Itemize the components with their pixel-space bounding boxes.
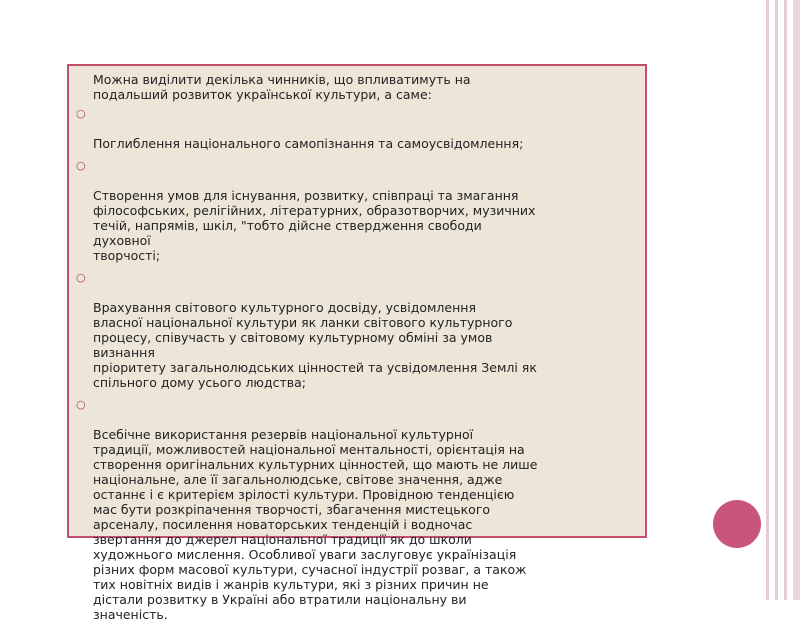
decorative-stripe [784,0,787,600]
list-item [76,270,643,390]
factor-list [76,106,643,629]
circle-bullet-icon: ○ [76,159,86,172]
decorative-stripe [793,0,800,600]
intro-paragraph: Можна виділити декілька чинників, що впливатимуть на подальший розвиток української культури, а саме: [93,72,471,102]
circle-bullet-icon: ○ [76,398,86,411]
list-item [76,106,643,151]
decorative-stripe [766,0,769,600]
list-item-text: Всебічне використання резервів національної культурної традиції, можливостей національної ментальності, орієнтація на створення оригінальних культурних цінностей, що мають не лише національне, але її загальнолюдське, світове значення, адже останнє і є критерієм зрілості культури. Провідною тенденцією мас бути розкріпачення творчості, збагачення мистецького арсеналу, посилення новаторських тенденцій і водночас звертання до джерел національної традиції як до школи художнього мислення. Особливої уваги заслуговує українізація різних форм масової культури, сучасної індустрії розваг, а також тих новітніх видів і жанрів культури, які з різних причин не дістали розвитку в Україні або втратили національну ви значеність. [93,427,538,622]
circle-bullet-icon: ○ [76,271,86,284]
list-item [76,158,643,263]
list-item-text: Поглиблення національного самопізнання та самоусвідомлення; [93,136,524,151]
list-item [76,397,643,622]
decorative-stripe [775,0,778,600]
decorative-circle [713,500,761,548]
list-item-text: Створення умов для існування, розвитку, співпраці та змагання філософських, релігійних, літературних, образотворчих, музичних течій, напрямів, шкіл, "тобто дійсне ствердження свободи духовної творчості; [93,188,536,263]
circle-bullet-icon: ○ [76,107,86,120]
list-item-text: Врахування світового культурного досвіду, усвідомлення власної національної культури як ланки світового культурного процесу, співучасть у світовому культурному обміні за умов визнання пріоритету загальнолюдських цінностей та усвідомлення Землі як спільного дому усього людства; [93,300,537,390]
